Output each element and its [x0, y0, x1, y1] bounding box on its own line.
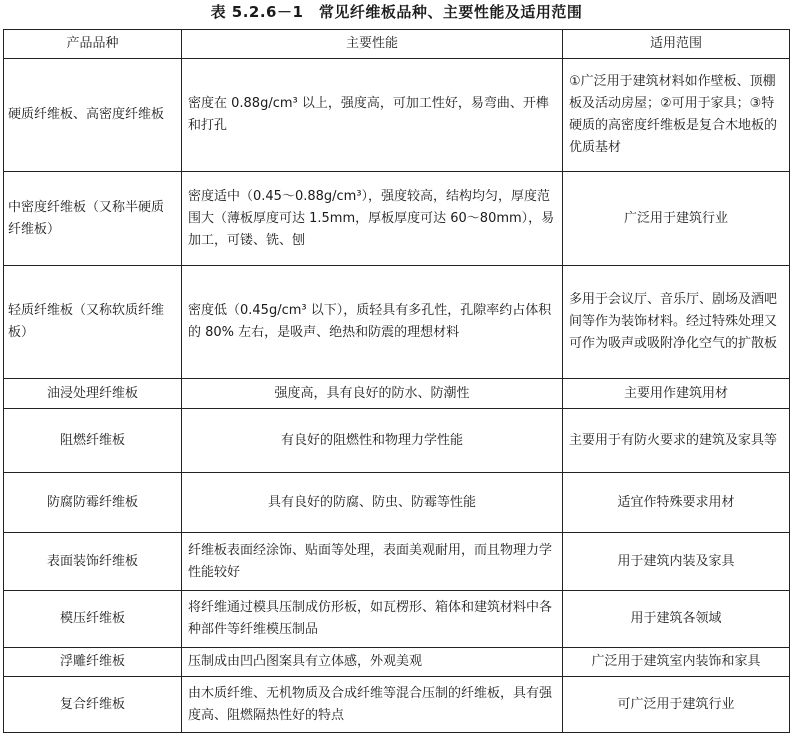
table-row	[4, 473, 790, 533]
table-row	[4, 677, 790, 733]
cell-performance: 密度低（0.45g/cm³ 以下），质轻具有多孔性，孔隙率约占体积的 80% 左右，是吸声、绝热和防震的理想材料	[182, 266, 563, 379]
table-row	[4, 648, 790, 677]
table-row	[4, 409, 790, 473]
cell-product-name: 硬质纤维板、高密度纤维板	[4, 59, 182, 172]
table-title: 表 5.2.6－1 常见纤维板品种、主要性能及适用范围	[210, 3, 583, 21]
header-main-performance: 主要性能	[182, 30, 563, 59]
cell-performance: 密度适中（0.45～0.88g/cm³），强度较高，结构均匀，厚度范围大（薄板厚度可达 1.5mm，厚板厚度可达 60～80mm），易加工，可镂、铣、刨	[182, 172, 563, 266]
cell-performance: 将纤维通过模具压制成仿形板，如瓦楞形、箱体和建筑材料中各种部件等纤维模压制品	[182, 591, 563, 648]
cell-usage: 主要用作建筑用材	[563, 379, 790, 409]
cell-product-name: 防腐防霉纤维板	[4, 473, 182, 533]
table-row	[4, 59, 790, 172]
header-application-scope: 适用范围	[563, 30, 790, 59]
cell-performance: 强度高，具有良好的防水、防潮性	[182, 379, 563, 409]
table-header-row	[4, 30, 790, 59]
cell-usage: 适宜作特殊要求用材	[563, 473, 790, 533]
cell-product-name: 复合纤维板	[4, 677, 182, 733]
table-row	[4, 379, 790, 409]
table-row	[4, 533, 790, 591]
cell-usage: ①广泛用于建筑材料如作壁板、顶棚板及活动房屋；②可用于家具；③特硬质的高密度纤维板是复合木地板的优质基材	[563, 59, 790, 172]
table-row	[4, 591, 790, 648]
fiberboard-table	[3, 29, 790, 733]
cell-product-name: 阻燃纤维板	[4, 409, 182, 473]
cell-performance: 纤维板表面经涂饰、贴面等处理，表面美观耐用，而且物理力学性能较好	[182, 533, 563, 591]
cell-product-name: 浮雕纤维板	[4, 648, 182, 677]
cell-product-name: 模压纤维板	[4, 591, 182, 648]
cell-usage: 用于建筑内装及家具	[563, 533, 790, 591]
cell-product-name: 表面装饰纤维板	[4, 533, 182, 591]
cell-product-name: 轻质纤维板（又称软质纤维板）	[4, 266, 182, 379]
cell-usage: 广泛用于建筑行业	[563, 172, 790, 266]
cell-product-name: 中密度纤维板（又称半硬质纤维板）	[4, 172, 182, 266]
table-row	[4, 172, 790, 266]
cell-product-name: 油浸处理纤维板	[4, 379, 182, 409]
cell-usage: 可广泛用于建筑行业	[563, 677, 790, 733]
cell-usage: 用于建筑各领域	[563, 591, 790, 648]
cell-performance: 有良好的阻燃性和物理力学性能	[182, 409, 563, 473]
cell-performance: 密度在 0.88g/cm³ 以上，强度高，可加工性好，易弯曲、开榫和打孔	[182, 59, 563, 172]
cell-usage: 广泛用于建筑室内装饰和家具	[563, 648, 790, 677]
table-row	[4, 266, 790, 379]
cell-usage: 主要用于有防火要求的建筑及家具等	[563, 409, 790, 473]
header-product-type: 产品品种	[4, 30, 182, 59]
cell-usage: 多用于会议厅、音乐厅、剧场及酒吧间等作为装饰材料。经过特殊处理又可作为吸声或吸附净化空气的扩散板	[563, 266, 790, 379]
cell-performance: 由木质纤维、无机物质及合成纤维等混合压制的纤维板，具有强度高、阻燃隔热性好的特点	[182, 677, 563, 733]
cell-performance: 具有良好的防腐、防虫、防霉等性能	[182, 473, 563, 533]
cell-performance: 压制成由凹凸图案具有立体感，外观美观	[182, 648, 563, 677]
